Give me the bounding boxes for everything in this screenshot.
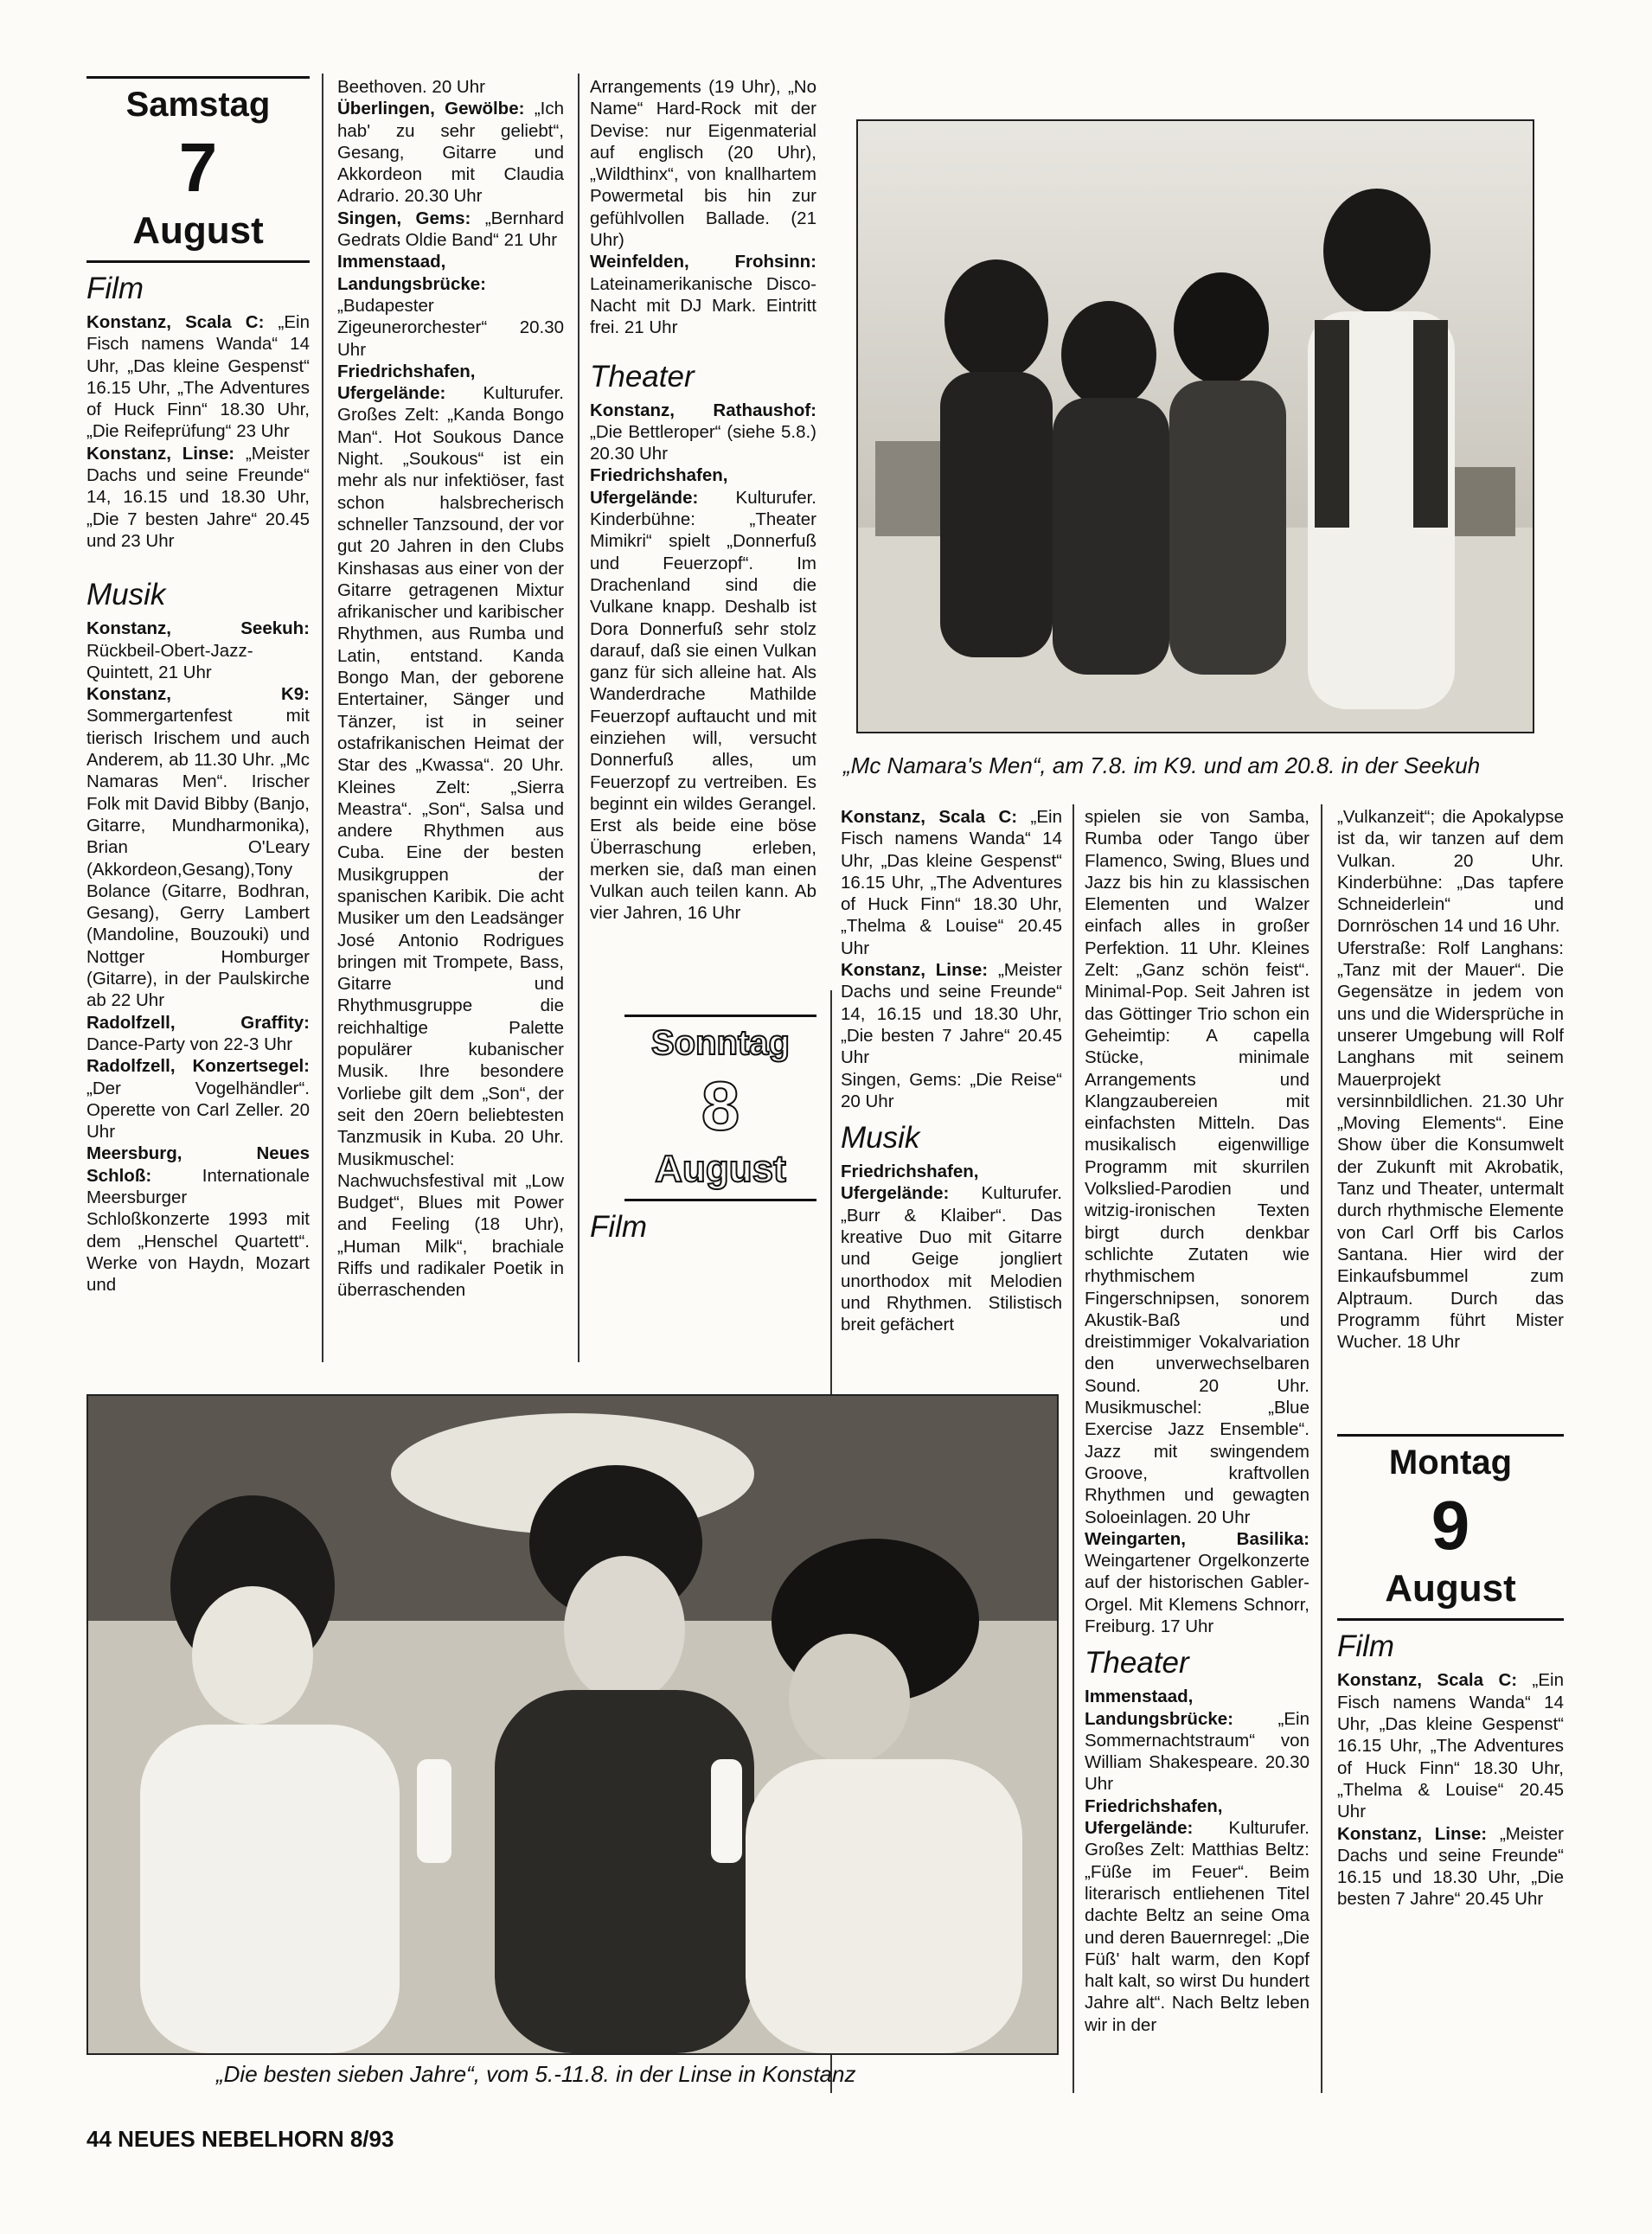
listing-entry <box>337 208 564 252</box>
listing-text: Sommergartenfest mit tierisch Irischem und auch Anderem, ab 11.30 Uhr. „Mc Namaras Men“. Irischer Folk mit David Bibby (Banjo, Gitarre, Mundharmonika), Brian O'Leary (Akkordeon,Gesang),Tony Bolance (Gitarre, Bodhran, Gesang), Gerry Lambert (Mandoline, Bouzouki) und Nottger Homburger (Gitarre), in der Paulskirche ab 22 Uhr <box>86 706 310 1011</box>
listing-entry <box>86 443 310 552</box>
listing-text: Rückbeil-Obert-Jazz-Quintett, 21 Uhr <box>86 640 253 682</box>
band-photo-illustration <box>858 121 1533 732</box>
listing-venue: Friedrichshafen, Ufergelände: <box>841 1162 979 1204</box>
day-number: 9 <box>1431 1487 1470 1565</box>
day-month: August <box>655 1147 786 1190</box>
listing-entry <box>841 1069 1062 1113</box>
page-footer: 44 NEUES NEBELHORN 8/93 <box>86 2126 394 2152</box>
day-name: Montag <box>1388 1443 1513 1482</box>
listing-entry <box>337 76 564 98</box>
column-3 <box>590 76 816 1365</box>
section-heading-theater: Theater <box>590 359 695 394</box>
listing-venue: Friedrichshafen, Ufergelände: <box>590 465 728 508</box>
listing-entry <box>590 76 816 251</box>
listing-entry <box>337 361 564 1302</box>
listing-text: „Der Vogelhändler“. Operette von Carl Zeller. 20 Uhr <box>86 1078 310 1143</box>
listing-entry <box>590 400 816 465</box>
listing-text: „Ein Sommernachtstraum“ von William Shakespeare. 20.30 Uhr <box>1085 1708 1309 1795</box>
listing-text: Kulturufer. Kinderbühne: „Theater Mimikri“ spielt „Donnerfuß und Feuerzopf“. Im Drachenland sind die Vulkane knapp. Deshalb ist Dora Donnerfuß sehr stolz darauf, daß sie einen Vulkan ganz für sich alleine hat. Als Wanderdrache Mathilde Feuerzopf auftaucht und mit einziehen will, versucht Donnerfuß alles, um Feuerzopf zu vertreiben. Es beginnt ein wildes Gerangel. Erst als beide eine böse Überraschung erleben, merken sie, daß man einen Vulkan auch teilen kann. Ab vier Jahren, 16 Uhr <box>590 487 816 924</box>
photo-caption-top: „Mc Namara's Men“, am 7.8. im K9. und am 20.8. in der Seekuh <box>843 752 1481 778</box>
listing-entry <box>1337 938 1564 1354</box>
listing-text: „Meister Dachs und seine Freunde“ 14, 16.15 und 18.30 Uhr, „Die besten 7 Jahre“ 20.45 Uhr <box>841 960 1062 1068</box>
listing-text: Lateinamerikanische Disco-Nacht mit DJ Mark. Eintritt frei. 21 Uhr <box>590 273 816 338</box>
listing-text: „Vulkanzeit“; die Apokalypse ist da, wir tanzen auf dem Vulkan. 20 Uhr. Kinderbühne: „Das tapfere Schneiderlein“ und Dornröschen 14 und 16 Uhr. <box>1337 807 1564 937</box>
listing-venue: Überlingen, Gewölbe: <box>337 99 525 119</box>
listing-text: Singen, Gems: „Die Reise“ 20 Uhr <box>841 1069 1062 1111</box>
listing-entry <box>841 1161 1062 1335</box>
listing-entry <box>86 1055 310 1143</box>
column-rule <box>1073 804 1074 2093</box>
section-heading-theater: Theater <box>1085 1646 1189 1680</box>
listing-text: „Ein Fisch namens Wanda“ 14 Uhr, „Das kleine Gespenst“ 16.15 Uhr, „The Adventures of Huck Finn“ 18.30 Uhr, „Thelma & Louise“ 20.45 Uhr <box>1337 1670 1564 1822</box>
listing-venue: Konstanz, K9: <box>86 684 310 705</box>
section-heading-musik: Musik <box>841 1121 920 1155</box>
listing-venue: Radolfzell, Konzertsegel: <box>86 1056 310 1077</box>
listing-venue: Meersburg, Neues Schloß: <box>86 1143 310 1186</box>
listing-entry <box>337 98 564 207</box>
column-2 <box>337 76 564 1365</box>
listing-entry <box>1337 1823 1564 1911</box>
listing-entry <box>86 683 310 1011</box>
listing-text: spielen sie von Samba, Rumba oder Tango über Flamenco, Swing, Blues und Jazz bis hin zu klassischen Elementen und Walzer einfach alles in großer Perfektion. 11 Uhr. Kleines Zelt: „Ganz schön feist“. Minimal-Pop. Seit Jahren ist das Göttinger Trio schon ein Geheimtip: A capella Stücke, minimale Arrangements und Klangzaubereien mit einfachsten Mitteln. Das musikalisch eigenwillige Programm mit skurrilen Volkslied-Parodien und witzig-ironischen Texten birgt durch denkbar schlichte Zutaten wie rhythmischem Fingerschnipsen, sonorem Akustik-Baß und dreistimmiger Vokalvariation den unverwechselbaren Sound. 20 Uhr. Musikmuschel: „Blue Exercise Jazz Ensemble“. Jazz mit swingendem Groove, kraftvollen Rhythmen und gewagten Soloeinlagen. 20 Uhr <box>1085 807 1309 1527</box>
column-1 <box>86 76 310 1365</box>
listing-venue: Konstanz, Linse: <box>841 960 989 981</box>
listing-text: „Bernhard Gedrats Oldie Band“ 21 Uhr <box>337 208 564 251</box>
listing-entry <box>841 959 1062 1068</box>
photo-caption-bottom: „Die besten sieben Jahre“, vom 5.-11.8. in der Linse in Konstanz <box>216 2061 856 2087</box>
listing-entry <box>1337 1669 1564 1822</box>
column-rule <box>1321 804 1322 2093</box>
film-photo-illustration <box>88 1396 1057 2053</box>
listing-entry <box>590 251 816 338</box>
day-name: Samstag <box>125 86 271 124</box>
listing-entry <box>590 464 816 924</box>
listing-entry <box>841 806 1062 959</box>
listing-venue: Singen, Gems: <box>337 208 471 228</box>
listing-text: Dance-Party von 22-3 Uhr <box>86 1034 293 1054</box>
day-header-saturday <box>86 76 310 263</box>
listing-entry <box>337 251 564 360</box>
section-heading-film: Film <box>590 1209 648 1244</box>
listing-entry <box>86 311 310 443</box>
listing-text: „Ein Fisch namens Wanda“ 14 Uhr, „Das kleine Gespenst“ 16.15 Uhr, „The Adventures of Huck Finn“ 18.30 Uhr, „Die Reifeprüfung“ 23 Uhr <box>86 312 310 442</box>
section-heading-film: Film <box>1337 1629 1395 1664</box>
day-number: 7 <box>178 129 218 206</box>
listing-entry <box>1085 1528 1309 1637</box>
listing-venue: Konstanz, Linse: <box>86 443 235 464</box>
listing-venue: Konstanz, Rathaushof: <box>590 400 816 420</box>
listing-venue: Konstanz, Scala C: <box>1337 1670 1518 1691</box>
listing-venue: Weingarten, Basilika: <box>1085 1528 1309 1549</box>
listing-venue: Konstanz, Seekuh: <box>86 618 310 639</box>
listing-venue: Immenstaad, Landungsbrücke: <box>337 252 486 294</box>
listing-entry <box>86 1143 310 1296</box>
column-5 <box>1085 806 1309 2095</box>
section-heading-musik: Musik <box>86 578 166 612</box>
column-rule <box>322 74 323 1362</box>
listing-text: „Meister Dachs und seine Freunde“ 16.15 und 18.30 Uhr, „Die besten 7 Jahre“ 20.45 Uhr <box>1337 1823 1564 1910</box>
listing-text: Arrangements (19 Uhr), „No Name“ Hard-Rock mit der Devise: nur Eigenmaterial auf englisch (20 Uhr), „Wildthinx“, von knallhartem Powermetal bis hin zur gefühlvollen Ballade. (21 Uhr) <box>590 77 816 251</box>
photo-band-mc-namaras-men <box>856 119 1534 733</box>
listing-venue: Friedrichshafen, Ufergelände: <box>1085 1796 1223 1839</box>
listing-venue: Friedrichshafen, Ufergelände: <box>337 361 476 404</box>
day-header-sunday <box>624 1015 816 1201</box>
listing-text: „Die Bettleroper“ (siehe 5.8.) 20.30 Uhr <box>590 421 816 464</box>
photo-film-die-besten-sieben-jahre <box>86 1394 1059 2055</box>
listing-entry <box>1085 1796 1309 2036</box>
listing-text: Weingartener Orgelkonzerte auf der historischen Gabler-Orgel. Mit Klemens Schnorr, Freiburg. 17 Uhr <box>1085 1551 1309 1636</box>
column-rule <box>578 74 579 1362</box>
listing-text: „Ich hab' zu sehr geliebt“, Gesang, Gitarre und Akkordeon mit Claudia Adrario. 20.30 Uhr <box>337 99 564 207</box>
listing-venue: Konstanz, Scala C: <box>86 312 265 332</box>
listing-venue: Radolfzell, Graffity: <box>86 1012 310 1033</box>
listing-entry <box>86 618 310 683</box>
section-heading-film: Film <box>86 272 144 305</box>
listing-text: „Meister Dachs und seine Freunde“ 14, 16.15 und 18.30 Uhr, „Die 7 besten Jahre“ 20.45 und 23 Uhr <box>86 443 310 551</box>
listing-text: „Budapester Zigeunerorchester“ 20.30 Uhr <box>337 295 564 360</box>
listing-text: Internationale Meersburger Schloßkonzerte 1993 mit dem „Henschel Quartett“. Werke von Haydn, Mozart und <box>86 1165 310 1296</box>
day-name: Sonntag <box>651 1023 790 1062</box>
day-number: 8 <box>701 1066 740 1144</box>
column-6 <box>1337 806 1564 2095</box>
listing-text: Beethoven. 20 Uhr <box>337 77 485 97</box>
listing-entry <box>1085 1686 1309 1795</box>
listing-text: Uferstraße: Rolf Langhans: „Tanz mit der Mauer“. Die Gegensätze in jedem von uns und die Widersprüche in unserer Umgebung will Rolf Langhans mit seinem Mauerprojekt versinnbildlichen. 21.30 Uhr „Moving Elements“. Eine Show über die Konsumwelt der Zukunft mit Akrobatik, Tanz und Theater, untermalt durch rhythmische Elemente von Carl Orff bis Carlos Santana. Hier wird der Einkaufsbummel zum Alptraum. Durch das Programm führt Mister Wucher. 18 Uhr <box>1337 938 1564 1353</box>
day-month: August <box>132 209 264 252</box>
listing-entry <box>1085 806 1309 1528</box>
listing-text: „Ein Fisch namens Wanda“ 14 Uhr, „Das kleine Gespenst“ 16.15 Uhr, „The Adventures of Huck Finn“ 18.30 Uhr, „Thelma & Louise“ 20.45 Uhr <box>841 807 1062 958</box>
day-month: August <box>1385 1567 1516 1610</box>
listing-entry <box>1337 806 1564 938</box>
listing-text: Kulturufer. Großes Zelt: „Kanda Bongo Man“. Hot Soukous Dance Night. „Soukous“ ist ein mehr als nur infektiöser, fast schon halsbrecherisch schneller Tanzsound, der vor gut 20 Jahren in den Clubs Kinshasas aus einer von der Gitarre getragenen Mixtur afrikanischer und karibischer Rhythmen, aus Rumba und Latin, entstand. Kanda Bongo Man, der geborene Entertainer, Sänger und Tänzer, ist in seiner ostafrikanischen Heimat der Star des „Kwassa“. 20 Uhr. Kleines Zelt: „Sierra Meastra“. „Son“, Salsa und andere Rhythmen aus Cuba. Eine der besten Musikgruppen der spanischen Karibik. Die acht Musiker um den Leadsänger José Antonio Rodrigues bringen mit Trompete, Bass, Gitarre und Rhythmusgruppe die reichhaltige Palette populärer kubanischer Musik. Ihre besondere Vorliebe gilt dem „Son“, der seit den 20ern beliebtesten Tanzmusik in Kuba. 20 Uhr. Musikmuschel: Nachwuchsfestival mit „Low Budget“, Blues mit Power and Feeling (18 Uhr), „Human Milk“, brachiale Riffs und radikaler Poetik in überraschenden <box>337 383 564 1301</box>
listing-venue: Immenstaad, Landungsbrücke: <box>1085 1687 1233 1729</box>
listing-venue: Weinfelden, Frohsinn: <box>590 252 816 272</box>
listing-venue: Konstanz, Scala C: <box>841 807 1018 827</box>
day-header-monday <box>1337 1434 1564 1621</box>
listing-text: Kulturufer. „Burr & Klaiber“. Das kreative Duo mit Gitarre und Geige jongliert unorthodox mit Melodien und Rhythmen. Stilistisch breit gefächert <box>841 1183 1062 1335</box>
listing-text: Kulturufer. Großes Zelt: Matthias Beltz: „Füße im Feuer“. Beim literarisch entliehenen Titel dachte Beltz an seine Oma und deren Bauernregel: „Die Füß' halt warm, den Kopf halt kalt, so wirst Du hundert Jahre alt“. Nach Beltz leben wir in der <box>1085 1818 1309 2035</box>
listing-venue: Konstanz, Linse: <box>1337 1823 1488 1844</box>
listing-entry <box>86 1012 310 1056</box>
